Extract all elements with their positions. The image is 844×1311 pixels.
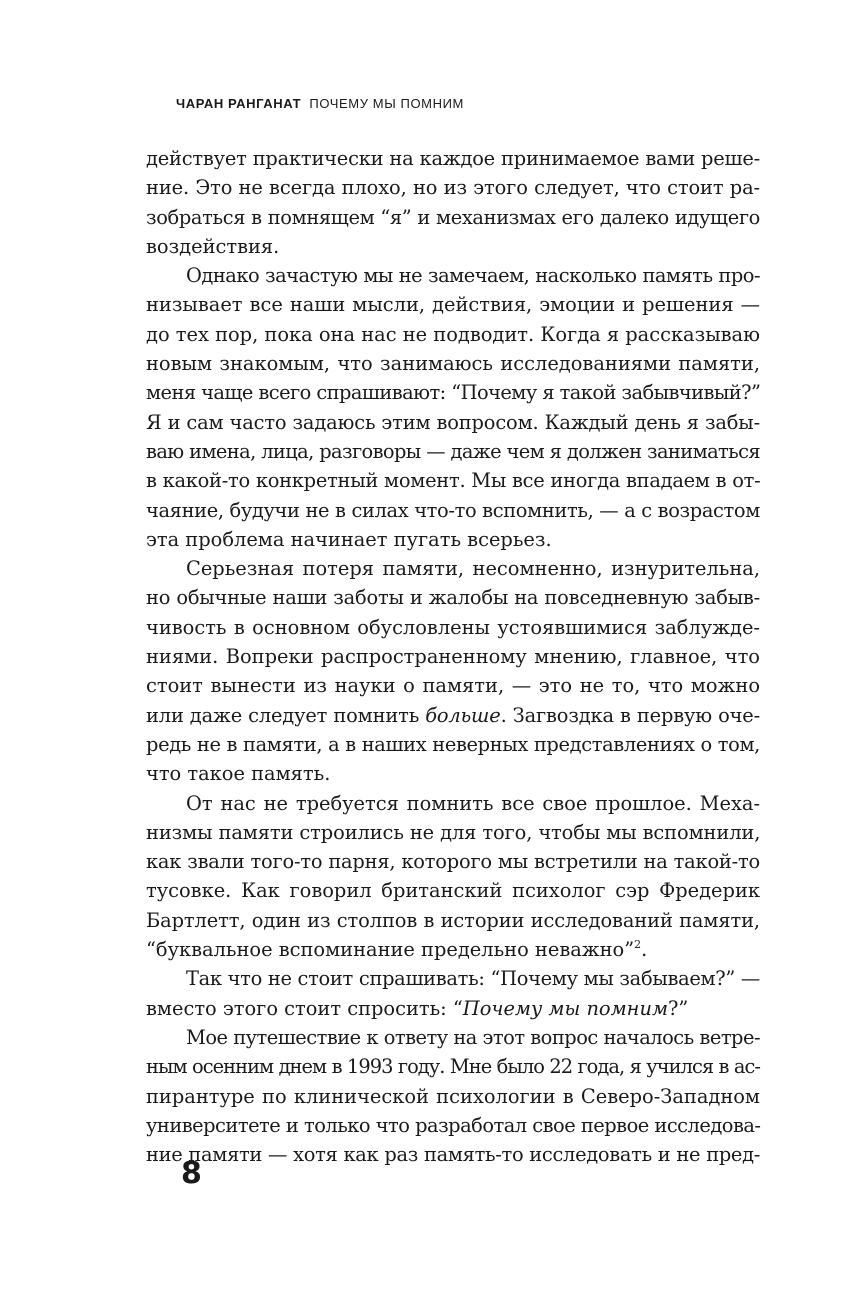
text-line: редь не в памяти, а в наших неверных представлениях о том, xyxy=(146,732,760,756)
paragraph-2 xyxy=(146,261,760,554)
text-line: новым знакомым, что занимаюсь исследованиями памяти, xyxy=(146,352,760,376)
text-line: Я и сам часто задаюсь этим вопросом. Каждый день я забы- xyxy=(146,410,760,434)
text-line: как звали того-то парня, которого мы встретили на такой-то xyxy=(146,850,760,874)
text-line: зобраться в помнящем “я” и механизмах его далеко идущего xyxy=(146,205,760,229)
text-line: эта проблема начинает пугать всерьез. xyxy=(146,527,552,551)
text-line: ние. Это не всегда плохо, но из этого следует, что стоит ра- xyxy=(146,176,760,200)
text-line: Однако зачастую мы не замечаем, насколько память про- xyxy=(186,264,760,288)
text-line: воздействия. xyxy=(146,234,280,258)
text-run: вместо этого стоит спросить: “ xyxy=(146,996,463,1020)
text-line: пирантуре по клинической психологии в Северо-Западном xyxy=(146,1084,760,1108)
text-line: ние памяти — хотя как раз память-то исследовать и не пред- xyxy=(146,1143,760,1167)
text-line: низмы памяти строились не для того, чтобы мы вспомнили, xyxy=(146,820,761,844)
text-line: чивость в основном обусловлены устоявшимися заблужде- xyxy=(146,615,760,639)
text-line: что такое память. xyxy=(146,762,331,786)
text-line: ниями. Вопреки распространенному мнению, главное, что xyxy=(146,645,760,669)
emphasis-text: Почему мы помним xyxy=(462,996,669,1020)
text-line xyxy=(146,994,760,1023)
paragraph-1 xyxy=(146,144,760,261)
text-line: низывает все наши мысли, действия, эмоции и решения — xyxy=(146,293,760,317)
text-line: Мое путешествие к ответу на этот вопрос началось ветре- xyxy=(186,1025,760,1049)
text-run: . xyxy=(641,938,648,962)
text-run: . Загвоздка в первую оче- xyxy=(500,703,760,727)
text-line: стоит вынести из науки о памяти, — это не то, что можно xyxy=(146,674,760,698)
paragraph-5 xyxy=(146,964,760,1023)
text-line: От нас не требуется помнить все свое прошлое. Меха- xyxy=(186,791,760,815)
text-run: или даже следует помнить xyxy=(146,703,426,727)
text-line: тусовке. Как говорил британский психолог сэр Фредерик xyxy=(146,879,760,903)
text-line: Так что не стоит спрашивать: “Почему мы забываем?” — xyxy=(186,967,760,991)
footnote-reference[interactable]: 2 xyxy=(634,938,642,952)
text-run: ?” xyxy=(668,996,689,1020)
text-line: чаяние, будучи не в силах что-то вспомнить, — а с возрастом xyxy=(146,498,760,522)
running-head-book-title: ПОЧЕМУ МЫ ПОМНИМ xyxy=(309,96,464,111)
text-line: университете и только что разработал свое первое исследова- xyxy=(146,1113,761,1137)
emphasis-text: больше xyxy=(425,703,501,727)
text-line: ным осенним днем в 1993 году. Мне было 22 года, я учился в ас- xyxy=(146,1055,760,1079)
body-text xyxy=(146,144,760,1169)
text-line xyxy=(146,935,760,964)
text-run: “буквальное вспоминание предельно неважно” xyxy=(146,938,635,962)
running-head xyxy=(176,96,464,111)
text-line: ваю имена, лица, разговоры — даже чем я должен заниматься xyxy=(146,439,761,463)
text-line xyxy=(146,701,760,730)
text-line: меня чаще всего спрашивают: “Почему я такой забывчивый?” xyxy=(146,381,761,405)
text-line: Бартлетт, один из столпов в истории исследований памяти, xyxy=(146,908,760,932)
text-line: но обычные наши заботы и жалобы на повседневную забыв- xyxy=(146,586,760,610)
paragraph-3 xyxy=(146,554,760,788)
text-line: до тех пор, пока она нас не подводит. Когда я рассказываю xyxy=(146,322,760,346)
text-line: Серьезная потеря памяти, несомненно, изнурительна, xyxy=(186,557,760,581)
text-line: в какой-то конкретный момент. Мы все иногда впадаем в от- xyxy=(146,469,761,493)
paragraph-4 xyxy=(146,789,760,965)
paragraph-6 xyxy=(146,1023,760,1169)
page-number: 8 xyxy=(181,1156,202,1191)
running-head-author: ЧАРАН РАНГАНАТ xyxy=(176,96,302,111)
text-line: действует практически на каждое принимаемое вами реше- xyxy=(146,147,760,170)
